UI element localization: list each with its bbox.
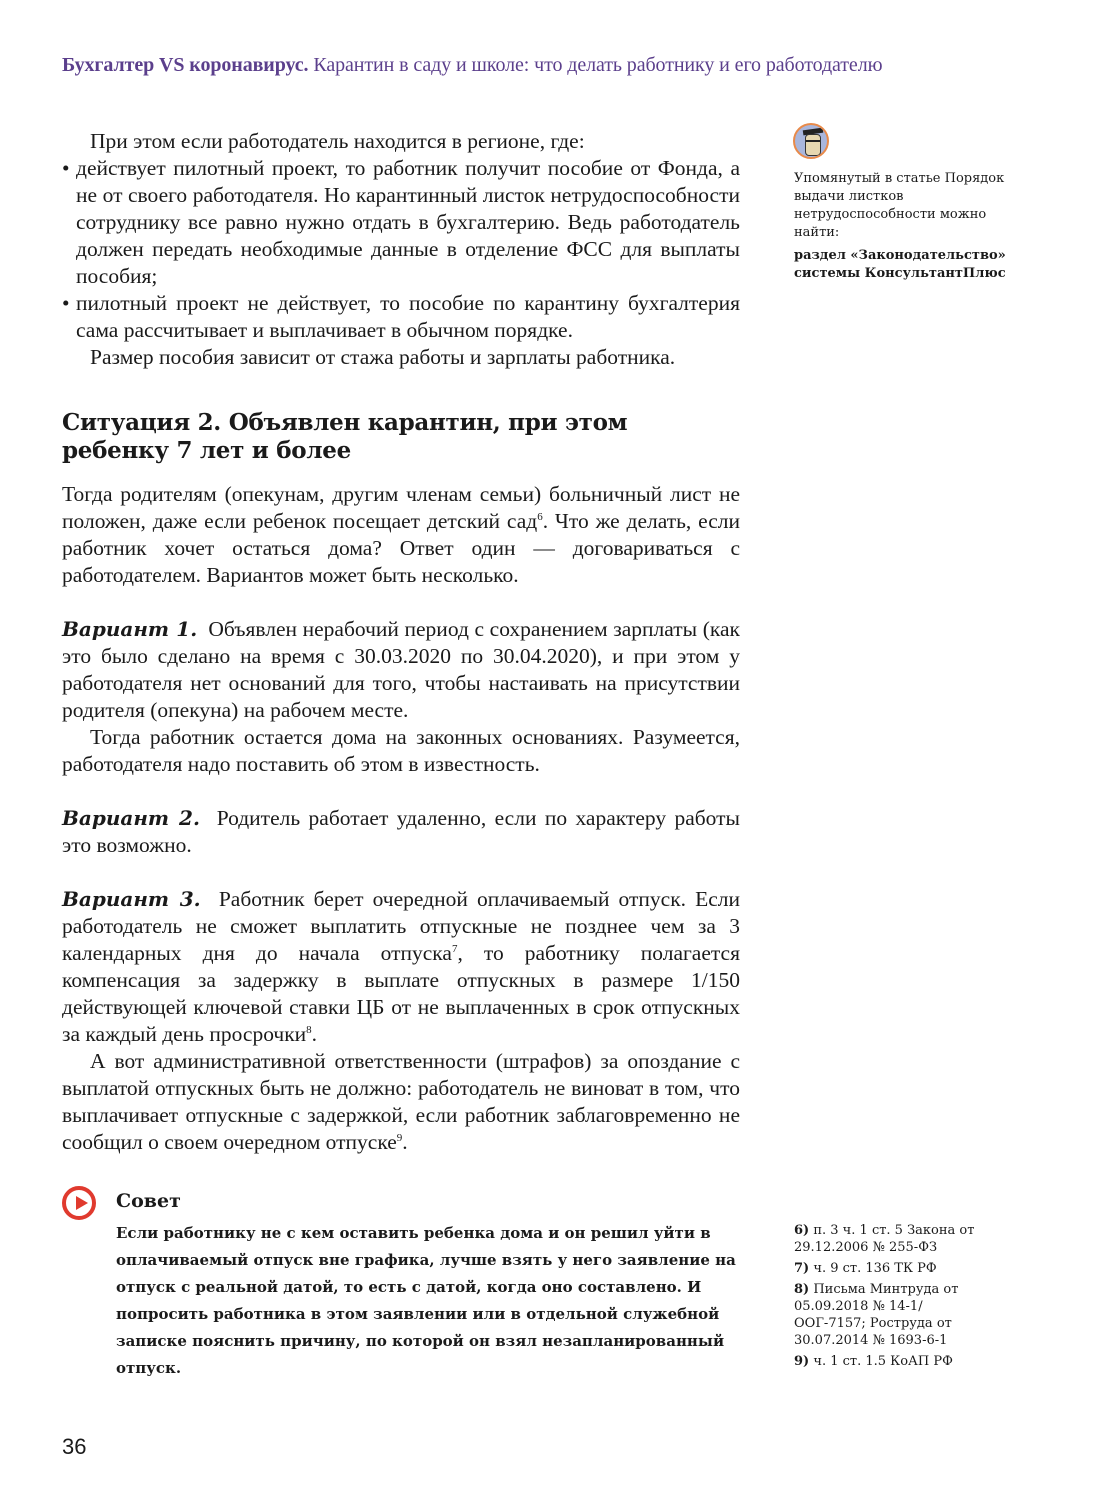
- variant-label: Вариант 2.: [62, 806, 200, 830]
- header-title: Бухгалтер VS коронавирус.: [62, 54, 309, 76]
- intro-paragraph: При этом если работодатель находится в регионе, где:: [90, 129, 585, 153]
- text: Тогда родителям (опекунам, другим членам семьи) больничный лист не положен, даже если ребенок посещает детский сад: [62, 482, 740, 533]
- footnote-ref[interactable]: 6: [537, 511, 543, 523]
- main-column: [62, 128, 740, 1156]
- text: .: [311, 1022, 318, 1046]
- professor-avatar-icon: [793, 123, 829, 159]
- running-header: [62, 54, 882, 77]
- sidebar-link[interactable]: раздел «Законодательство» системы КонсультантПлюс: [794, 248, 1006, 281]
- footnote: [794, 1222, 1024, 1256]
- footnote-ref[interactable]: 7: [451, 943, 458, 955]
- variant-label: Вариант 1.: [62, 617, 198, 641]
- tip-title: Совет: [116, 1190, 181, 1212]
- variant-1: [62, 616, 740, 724]
- text: . Что же делать, если работник хочет остаться дома? Ответ один — договариваться с работодателем. Вариантов может быть несколько.: [62, 509, 740, 587]
- footnote: [794, 1281, 994, 1349]
- variant-text: Работник берет очередной оплачиваемый отпуск. Если работодатель не сможет выплатить отпускные не позднее чем за 3 календарных дня до начала отпуска: [62, 887, 741, 965]
- footnote-number: 9): [794, 1354, 810, 1369]
- bullet-item: • пилотный проект не действует, то пособие по карантину бухгалтерия сама рассчитывает и выплачивает в обычном порядке.: [62, 290, 740, 344]
- footnote-ref[interactable]: 8: [306, 1024, 312, 1036]
- footnote-text: ч. 9 ст. 136 ТК РФ: [813, 1261, 937, 1276]
- variant-3-followup: [62, 1048, 740, 1156]
- section-paragraph: [62, 481, 740, 589]
- section-heading: Ситуация 2. Объявлен карантин, при этом ребенку 7 лет и более: [62, 409, 628, 464]
- text: А вот административной ответственности (штрафов) за опоздание с выплатой отпускных быть не должно: работодатель не виноват в том, что выплачивает отпускные с задержкой, если работник заблаговременно не сообщил о своем очередном отпуске: [62, 1049, 740, 1154]
- footnote: [794, 1353, 1024, 1370]
- variant-text: Объявлен нерабочий период с сохранением зарплаты (как это было сделано на время с 30.03.2020 по 30.04.2020), и при этом у работодателя нет оснований для того, чтобы настаивать на присутствии родителя (опекуна) на рабочем месте.: [62, 617, 740, 722]
- bullet-item: • действует пилотный проект, то работник получит пособие от Фонда, а не от своего работодателя. Но карантинный листок нетрудоспособности сотруднику все равно нужно отдать в бухгалтерию. Ведь работодатель должен передать необходимые данные в отделение ФСС для выплаты пособия;: [62, 155, 740, 290]
- sidebar-text: Упомянутый в статье Порядок выдачи листков нетрудоспособности можно найти:: [794, 171, 1005, 240]
- tip-body: Если работнику не с кем оставить ребенка дома и он решил уйти в оплачиваемый отпуск вне графика, лучше взять у него заявление на отпуск с реальной датой, то есть с датой, когда оно составлено. И попросить работника в этом заявлении или в отдельной служебной записке пояснить причину, по которой он взял незапланированный отпуск.: [116, 1224, 736, 1377]
- variant-text: Родитель работает удаленно, если по характеру работы это возможно.: [62, 806, 740, 857]
- footnote-text: Письма Минтруда от 05.09.2018 № 14-1/ООГ-7157; Роструда от 30.07.2014 № 1693-6-1: [794, 1282, 959, 1348]
- sidebar-note: [794, 170, 1024, 283]
- header-subtitle: Карантин в саду и школе: что делать работнику и его работодателю: [313, 54, 883, 76]
- variant-text: , то работнику полагается компенсация за задержку в выплате отпускных в размере 1/150 действующей ключевой ставки ЦБ от не выплаченных в срок отпускных за каждый день просрочки: [62, 941, 740, 1046]
- size-note: Размер пособия зависит от стажа работы и зарплаты работника.: [90, 345, 676, 369]
- footnote: [794, 1260, 1024, 1277]
- variant-1-followup: Тогда работник остается дома на законных основаниях. Разумеется, работодателя надо поставить об этом в известность.: [62, 725, 740, 776]
- footnote-number: 8): [794, 1282, 810, 1297]
- footnotes: [794, 1222, 1024, 1374]
- variant-2: [62, 805, 740, 859]
- text: .: [402, 1130, 408, 1154]
- footnote-ref[interactable]: 9: [396, 1132, 403, 1144]
- page-number: 36: [62, 1434, 87, 1459]
- footnote-number: 6): [794, 1223, 810, 1238]
- variant-3: [62, 886, 740, 1048]
- variant-label: Вариант 3.: [62, 887, 201, 911]
- play-circle-icon: [62, 1186, 96, 1220]
- footnote-text: п. 3 ч. 1 ст. 5 Закона от 29.12.2006 № 255-ФЗ: [794, 1223, 975, 1255]
- footnote-number: 7): [794, 1261, 810, 1276]
- footnote-text: ч. 1 ст. 1.5 КоАП РФ: [813, 1354, 953, 1369]
